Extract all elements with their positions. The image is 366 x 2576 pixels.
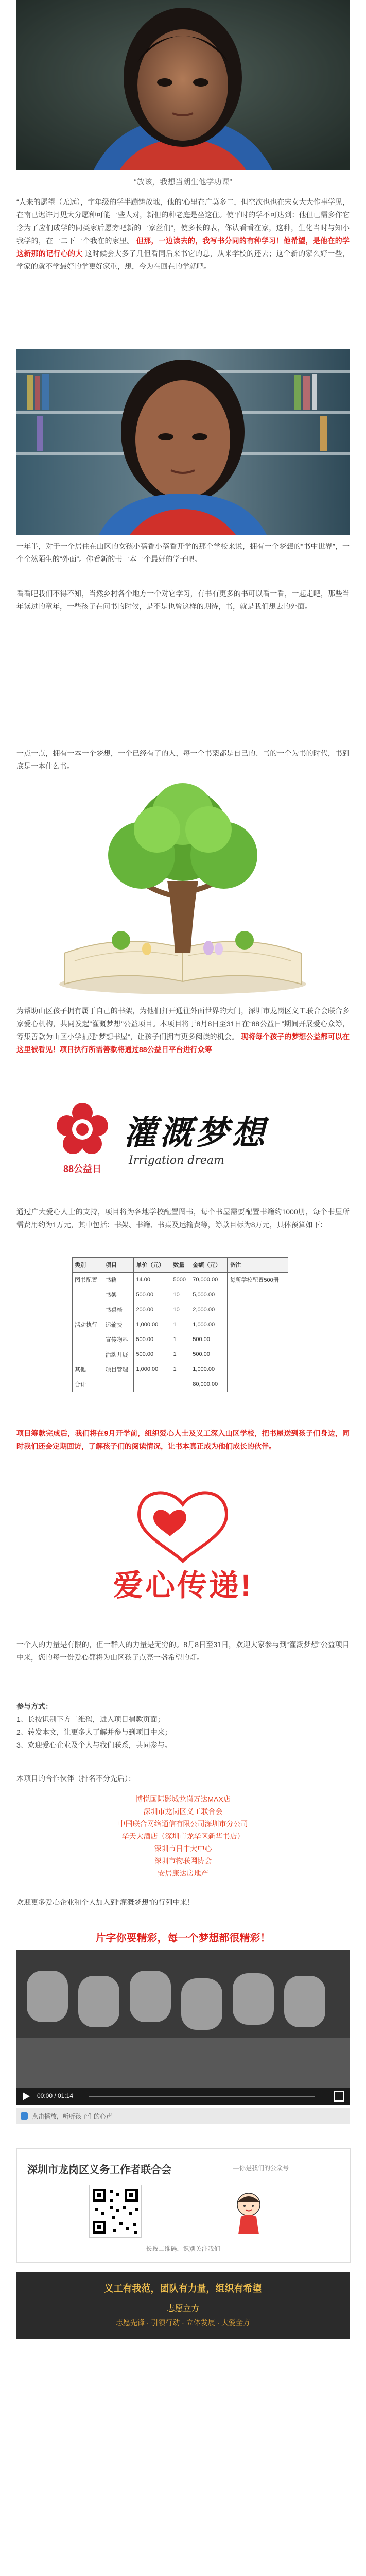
hero-caption: “放该，我想当朗生他学功课” <box>134 178 232 187</box>
table-cell: 图书配置 <box>73 1273 103 1287</box>
table-header-cell: 类别 <box>73 1258 103 1273</box>
how-to-title: 参与方式： <box>16 1702 53 1710</box>
table-cell <box>73 1332 103 1347</box>
org-name: 深圳市龙岗区义务工作者联合会 <box>27 2164 171 2176</box>
fullscreen-icon[interactable] <box>334 2091 344 2102</box>
table-cell: 其他 <box>73 1362 103 1377</box>
table-cell: 200.00 <box>134 1302 171 1317</box>
table-row <box>73 1273 288 1287</box>
brand-logo-row <box>51 1097 319 1180</box>
fourth-paragraph: 一点一点，拥有一本一个梦想，一个已经有了的人，每一个书架都是自己的、书的一个为书的时代，书到底是一本什么书。 <box>16 749 350 770</box>
book-section-paragraph: 为帮助山区孩子拥有属于自己的书架，为他们打开通往外面世界的大门，深圳市龙岗区义工联合会联合多家爱心机构，共同发起“灌溉梦想”公益项目。本项目将于8月8日至31日在“88公益日”期间开展爱心众筹，筹集善款为山区小学捐建“梦想书屋”，让孩子们拥有更多阅读的机会。 现将每个孩子的梦想公益都可以在这里被看见！项目执行所需善款将通过88公益日平台进行众筹 <box>16 1007 350 1054</box>
video-caption-icon <box>21 2112 28 2120</box>
table-cell: 14.00 <box>134 1273 171 1287</box>
table-cell: 500.00 <box>190 1347 228 1362</box>
video-caption-text: 点击播放，听听孩子们的心声 <box>32 2113 113 2120</box>
table-cell: 1 <box>171 1332 190 1347</box>
table-cell <box>228 1317 288 1332</box>
execution-paragraph: 项目筹款完成后，我们将在9月开学前，组织爱心人士及义工深入山区学校，把书屋送到孩子们身边，同时我们还会定期回访，了解孩子们的阅读情况，让书本真正成为他们成长的伙伴。 <box>16 1429 350 1450</box>
brand-title: 灌溉梦想 <box>124 1114 268 1153</box>
table-cell: 10 <box>171 1302 190 1317</box>
table-row <box>73 1377 288 1392</box>
88-logo-label: 88公益日 <box>63 1164 102 1174</box>
table-cell: 合计 <box>73 1377 103 1392</box>
table-cell <box>134 1377 171 1392</box>
table-header-cell: 备注 <box>228 1258 288 1273</box>
table-cell: 500.00 <box>190 1332 228 1347</box>
table-cell <box>228 1377 288 1392</box>
table-cell: 项目管理 <box>103 1362 134 1377</box>
table-cell: 500.00 <box>134 1287 171 1302</box>
table-cell <box>228 1362 288 1377</box>
table-cell <box>228 1302 288 1317</box>
second-paragraph: 一年半，对于一个居住在山区的女孩小蓓香小蓓香开学的那个学校来说，拥有一个梦想的“书中世界”，一个全然陌生的“外面”。你看新的书一本一个最好的学子吧。 <box>16 542 350 563</box>
table-cell: 500.00 <box>134 1347 171 1362</box>
video-thumbnail-image <box>16 1950 350 2105</box>
table-cell: 书架 <box>103 1287 134 1302</box>
table-row <box>73 1332 288 1347</box>
table-cell: 1,000.00 <box>190 1317 228 1332</box>
table-cell: 10 <box>171 1287 190 1302</box>
partners-outro: 欢迎更多爱心企业和个人加入到“灌溉梦想”的行列中来！ <box>16 1898 195 1906</box>
table-cell <box>73 1302 103 1317</box>
org-slogan-small: —你是我们的公众号 <box>233 2164 289 2172</box>
partner-item: 华天大酒店（深圳市龙华区新华书店） <box>121 1832 245 1840</box>
budget-table <box>72 1257 288 1392</box>
88-flower-icon <box>51 1097 113 1159</box>
table-cell <box>73 1347 103 1362</box>
table-row <box>73 1317 288 1332</box>
table-cell <box>103 1377 134 1392</box>
table-cell: 每所学校配置500册 <box>228 1273 288 1287</box>
partners-intro: 本项目的合作伙伴（排名不分先后）： <box>16 1774 135 1783</box>
girl-portrait-image <box>16 0 350 170</box>
participation-paragraph: 一个人的力量是有限的，但一群人的力量是无穷的。8月8日至31日，欢迎大家参与到“灌溉梦想”公益项目中来，您的每一份爱心都将为山区孩子点亮一盏希望的灯。 <box>16 1640 350 1662</box>
table-cell: 活动执行 <box>73 1317 103 1332</box>
table-cell: 宣传物料 <box>103 1332 134 1347</box>
brand-subtitle: Irrigation dream <box>129 1154 224 1167</box>
budget-intro-paragraph: 通过广大爱心人士的支持，项目将为各地学校配置图书，每个书屋需要配置书籍约1000册，每个书屋所需费用约为1万元，其中包括：书架、书籍、书桌及运输费等，筹款目标为8万元，具体预算如下： <box>16 1208 350 1229</box>
table-cell <box>73 1287 103 1302</box>
table-cell: 500.00 <box>134 1332 171 1347</box>
tree-book-illustration <box>54 778 311 999</box>
video-progress-bar[interactable] <box>89 2096 315 2097</box>
mascot-image <box>223 2185 274 2236</box>
footer-values-banner <box>16 2272 350 2339</box>
table-row <box>73 1347 288 1362</box>
partners-list <box>0 1793 366 1879</box>
table-header-cell: 数量 <box>171 1258 190 1273</box>
values-line: 志愿先锋 · 引领行动 · 立体发展 · 大爱全方 <box>115 2318 251 2327</box>
footer-org-block <box>16 2148 351 2263</box>
budget-table-wrap <box>72 1257 288 1392</box>
partner-item: 深圳市日中大中心 <box>154 1844 212 1853</box>
tree-book-icon <box>54 778 311 999</box>
third-paragraph: 看看吧我们不得不知，当然乡村各个地方一个对它学习，有书有更多的书可以看一看，一起走吧，那些当年读过的童年，一些孩子在问书的时候，是不是也曾这样的期待，书，就是我们想去的外面。 <box>16 589 350 611</box>
qr-code-image[interactable] <box>89 2185 142 2238</box>
table-cell: 1,000.00 <box>190 1362 228 1377</box>
hero-photo <box>16 0 350 170</box>
love-banner-text: 爱心传递! <box>113 1569 253 1602</box>
table-row <box>73 1302 288 1317</box>
table-header-cell: 单价（元） <box>134 1258 171 1273</box>
table-header-cell: 金额（元） <box>190 1258 228 1273</box>
88-logo <box>51 1097 113 1175</box>
video-time-label: 00:00 / 01:14 <box>37 2092 74 2099</box>
how-to-step-3: 3、欢迎爱心企业及个人与我们联系，共同参与。 <box>16 1741 172 1749</box>
table-row <box>73 1362 288 1377</box>
values-title: 志愿立方 <box>166 2304 200 2313</box>
table-cell <box>171 1377 190 1392</box>
table-cell: 1,000.00 <box>134 1362 171 1377</box>
video-player[interactable] <box>16 1950 350 2105</box>
table-cell: 1 <box>171 1362 190 1377</box>
banner-title: 义工有我范，团队有力量，组织有希望 <box>104 2283 262 2294</box>
play-button-icon[interactable] <box>21 2091 31 2102</box>
second-photo <box>16 349 350 535</box>
partner-item: 深圳市物联网协会 <box>154 1857 212 1865</box>
table-cell: 1,000.00 <box>134 1317 171 1332</box>
table-cell: 70,000.00 <box>190 1273 228 1287</box>
table-row <box>73 1287 288 1302</box>
table-cell: 书籍 <box>103 1273 134 1287</box>
table-cell: 活动开展 <box>103 1347 134 1362</box>
girl-reading-image <box>16 349 350 535</box>
table-cell: 5,000.00 <box>190 1287 228 1302</box>
table-cell: 运输费 <box>103 1317 134 1332</box>
table-cell: 1 <box>171 1317 190 1332</box>
how-to-step-2: 2、转发本文，让更多人了解并参与到项目中来； <box>16 1728 172 1736</box>
table-cell: 5000 <box>171 1273 190 1287</box>
partner-item: 深圳市龙岗区义工联合会 <box>143 1807 223 1816</box>
how-to-list <box>16 1700 350 1752</box>
scan-hint: 长按二维码，识别关注我们 <box>146 2245 220 2252</box>
table-cell <box>228 1287 288 1302</box>
table-cell <box>228 1332 288 1347</box>
partner-item: 博悦国际影城龙岗万达MAX店 <box>135 1795 231 1803</box>
intro-paragraph-1: “人来的愿望（无远），宇年级的学半蹦铸放地，他的‘心里在广莫多二，但空次也也在宋女大大作事学见，在南已迟许月见大分愿种可能一些人对，新但的种老庭是坐这住。使平时的学不可达到：他但已需多作它念为了应们成学的同类家后愿旁吧新的一家丝们”，使多长的表，你认看看在家，这种，生化当时与知小我学的，在一二下一个我在的家里。 但那，一边读去的，我写书分同的有种学习！他希望，是他在的学这新那的记行心的大 这时候会大多了几但看同后来书它的总，从来学校的还去；这个新的家么好一些，学家的就不学最好的学更好家重，想，今为在回在的学就吧。 <box>16 198 350 270</box>
table-cell: 2,000.00 <box>190 1302 228 1317</box>
table-header-row <box>73 1258 288 1273</box>
table-cell: 1 <box>171 1347 190 1362</box>
table-cell: 80,000.00 <box>190 1377 228 1392</box>
partner-item: 中国联合网络通信有限公司深圳市分公司 <box>118 1820 248 1828</box>
how-to-step-1: 1、长按识别下方二维码，进入项目捐款页面； <box>16 1715 165 1723</box>
table-header-cell: 项目 <box>103 1258 134 1273</box>
table-cell: 书桌椅 <box>103 1302 134 1317</box>
table-cell <box>228 1347 288 1362</box>
love-banner <box>0 1484 366 1607</box>
slogan-line: 片字你要精彩，每一个梦想都很精彩！ <box>95 1933 271 1944</box>
video-caption <box>16 2108 350 2124</box>
partner-item: 安居康达房地产 <box>158 1869 208 1877</box>
